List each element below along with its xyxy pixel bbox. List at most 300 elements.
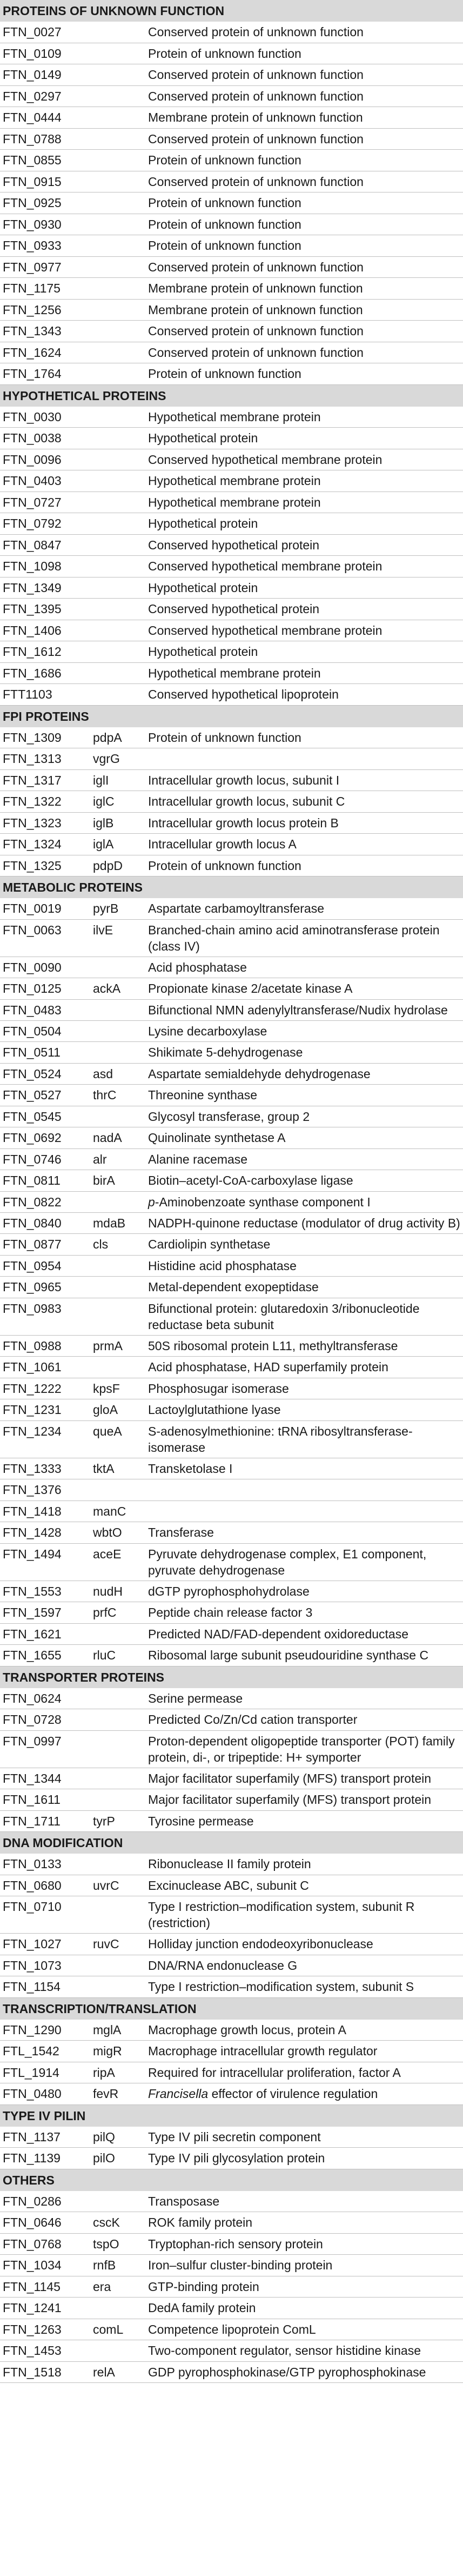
gene-name [93,171,148,192]
locus-tag: FTN_1137 [3,2129,61,2144]
protein-description: Aspartate semialdehyde dehydrogenase [148,1066,371,1081]
gene-name [93,449,148,470]
protein-description: Conserved protein of unknown function [148,89,364,103]
protein-description: Predicted Co/Zn/Cd cation transporter [148,1712,358,1727]
locus-tag: FTN_1323 [3,815,62,830]
protein-description: Competence lipoprotein ComL [148,2322,316,2336]
table-row [0,748,463,770]
gene-name: pyrB [93,901,119,915]
protein-description: Bifunctional protein: glutaredoxin 3/ribonucleotide reductase beta subunit [148,1301,420,1332]
protein-description: Holliday junction endodeoxyribonuclease [148,1937,373,1951]
gene-name [93,1277,148,1298]
locus-tag: FTN_1317 [3,773,62,787]
table-row [0,1854,463,1875]
gene-name: manC [93,1504,126,1518]
protein-description: Transferase [148,1525,214,1539]
gene-name [93,1357,148,1378]
gene-name [93,641,148,662]
locus-tag: FTN_1612 [3,645,62,659]
locus-tag: FTN_1494 [3,1546,62,1561]
protein-description: Hypothetical membrane protein [148,495,321,509]
gene-name [93,1733,148,1765]
locus-tag: FTN_0954 [3,1258,62,1273]
table-row [0,22,463,43]
gene-name [93,2298,148,2319]
gene-name [93,1898,148,1931]
locus-tag: FTN_0710 [3,1900,62,1914]
locus-tag: FTN_0545 [3,1109,62,1124]
table-row [0,1192,463,1213]
protein-description: Protein of unknown function [148,217,301,231]
table-row [0,684,463,706]
table-row [0,150,463,171]
locus-tag: FTN_1518 [3,2365,62,2379]
gene-name [93,2191,148,2212]
protein-description: Conserved protein of unknown function [148,68,364,82]
table-row [0,321,463,342]
gene-name [93,957,148,978]
gene-name: tspO [93,2236,119,2251]
locus-tag: FTN_1343 [3,324,62,338]
locus-tag: FTN_0483 [3,1002,62,1017]
table-row [0,1234,463,1256]
gene-name [93,620,148,641]
locus-tag: FTN_1453 [3,2343,62,2358]
table-row [0,1213,463,1234]
table-row [0,235,463,257]
protein-description: Major facilitator superfamily (MFS) transport protein [148,1792,432,1807]
locus-tag: FTN_0915 [3,174,62,189]
table-row [0,1501,463,1523]
gene-name [93,129,148,150]
protein-description: Bifunctional NMN adenylyltransferase/Nudix hydrolase [148,1002,448,1017]
locus-tag: FTL_1542 [3,2044,59,2058]
gene-name: relA [93,2365,115,2379]
section-header: TRANSCRIPTION/TRANSLATION [0,1998,463,2020]
gene-name [93,599,148,620]
locus-tag: FTN_1256 [3,302,62,317]
table-row [0,599,463,620]
locus-tag: FTN_1711 [3,1814,61,1828]
protein-description: Conserved protein of unknown function [148,345,364,360]
gene-name: migR [93,2044,122,2058]
protein-description [148,1479,463,1501]
table-row [0,86,463,108]
gene-name: nadA [93,1131,122,1145]
locus-tag: FTN_0788 [3,131,62,146]
locus-tag: FTN_1175 [3,281,61,295]
gene-name [93,342,148,363]
gene-name: ripA [93,2065,115,2080]
protein-description: Conserved protein of unknown function [148,25,364,39]
table-row [0,1149,463,1171]
locus-tag: FTN_1231 [3,1403,62,1417]
table-row [0,278,463,300]
table-row [0,535,463,556]
table-row [0,2062,463,2084]
protein-description: Type IV pili glycosylation protein [148,2151,325,2165]
protein-description: p-Aminobenzoate synthase component I [148,1194,371,1209]
protein-description: Hypothetical protein [148,580,258,595]
protein-description: Phosphosugar isomerase [148,1381,289,1396]
locus-tag: FTN_1624 [3,345,62,360]
table-row [0,813,463,834]
table-row [0,1934,463,1955]
gene-name [93,470,148,492]
protein-description: Peptide chain release factor 3 [148,1605,313,1619]
table-row [0,620,463,642]
locus-tag: FTN_0977 [3,260,62,274]
protein-description: Proton-dependent oligopeptide transporter (POT) family protein, di-, or tripeptide: H+ symporter [148,1734,455,1764]
protein-description: Conserved hypothetical protein [148,602,320,616]
protein-description: Ribonuclease II family protein [148,1857,311,1871]
gene-name [93,684,148,705]
table-row [0,470,463,492]
locus-tag: FTN_1333 [3,1461,62,1476]
gene-name: iglI [93,773,109,787]
table-row [0,2340,463,2362]
gene-name: pdpD [93,858,123,873]
locus-tag: FTN_1234 [3,1424,62,1438]
table-row [0,1378,463,1400]
locus-tag: FTN_0988 [3,1338,62,1353]
gene-name: wbtO [93,1525,122,1539]
locus-tag: FTN_0768 [3,2236,62,2251]
locus-tag: FTN_0063 [3,922,62,937]
locus-tag: FTN_1686 [3,666,62,680]
locus-tag: FTN_0925 [3,196,62,210]
gene-name [93,2340,148,2361]
protein-description: Hypothetical protein [148,516,258,530]
gene-name: aceE [93,1546,122,1561]
table-row [0,449,463,471]
section-header: METABOLIC PROTEINS [0,877,463,898]
locus-tag: FTN_1263 [3,2322,62,2336]
table-row [0,1399,463,1421]
locus-tag: FTN_0646 [3,2215,62,2229]
locus-tag: FTN_0286 [3,2194,62,2208]
table-row [0,2041,463,2062]
gene-name: nudH [93,1584,123,1598]
gene-name [93,663,148,684]
locus-tag: FTN_0109 [3,46,62,61]
table-row [0,556,463,577]
gene-name: cls [93,1237,109,1251]
gene-name [93,1106,148,1127]
protein-description: Protein of unknown function [148,367,301,381]
locus-tag: FTN_1027 [3,1937,62,1951]
gene-name [93,535,148,556]
table-row [0,1789,463,1811]
table-row [0,1581,463,1603]
gene-name [93,1624,148,1645]
protein-description: Intracellular growth locus, subunit I [148,773,340,787]
table-row [0,428,463,449]
protein-description: Membrane protein of unknown function [148,302,363,317]
gene-name [93,1300,148,1333]
protein-description: Hypothetical protein [148,645,258,659]
gene-name: birA [93,1173,115,1187]
gene-name: mdaB [93,1216,126,1230]
gene-name [93,1768,148,1789]
protein-description: Histidine acid phosphatase [148,1258,297,1273]
gene-name: prmA [93,1338,123,1353]
protein-description: S-adenosylmethionine: tRNA ribosyltransferase-isomerase [148,1424,413,1455]
protein-description: Acid phosphatase, HAD superfamily protein [148,1360,388,1374]
gene-name [93,192,148,214]
table-row [0,1357,463,1378]
locus-tag: FTN_1418 [3,1504,62,1518]
protein-description: Conserved protein of unknown function [148,131,364,146]
gene-name [93,1709,148,1730]
protein-description: Lysine decarboxylase [148,1024,267,1038]
table-row [0,1896,463,1934]
table-row [0,1768,463,1790]
locus-tag: FTN_0811 [3,1173,61,1187]
locus-tag: FTN_0746 [3,1152,62,1166]
locus-tag: FTN_0297 [3,89,62,103]
table-row [0,300,463,321]
table-row [0,1955,463,1977]
protein-description: Required for intracellular proliferation, factor A [148,2065,401,2080]
protein-description: DedA family protein [148,2301,256,2315]
gene-name: era [93,2279,111,2294]
table-row [0,129,463,150]
table-row [0,920,463,957]
table-row [0,1170,463,1192]
protein-description: Aspartate carbamoyltransferase [148,901,324,915]
protein-description: Two-component regulator, sensor histidine kinase [148,2343,421,2358]
gene-name [93,150,148,171]
locus-tag: FTN_1034 [3,2258,62,2272]
protein-description: Glycosyl transferase, group 2 [148,1109,310,1124]
locus-tag: FTN_0403 [3,474,62,488]
table-row [0,1976,463,1998]
locus-tag: FTT1103 [3,687,52,701]
table-row [0,257,463,278]
protein-description: Hypothetical membrane protein [148,666,321,680]
protein-description: Conserved hypothetical membrane protein [148,452,383,467]
table-row [0,1106,463,1128]
locus-tag: FTN_1324 [3,837,62,851]
locus-tag: FTN_1309 [3,730,62,745]
gene-name [93,107,148,128]
protein-description: Metal-dependent exopeptidase [148,1280,319,1294]
locus-tag: FTN_0030 [3,409,62,424]
protein-description: Protein of unknown function [148,46,301,61]
table-row [0,978,463,1000]
protein-description: Protein of unknown function [148,196,301,210]
protein-description: Protein of unknown function [148,858,301,873]
gene-name: comL [93,2322,124,2336]
locus-tag: FTN_0038 [3,431,62,445]
gene-name: tyrP [93,1814,115,1828]
protein-description: Hypothetical membrane protein [148,474,321,488]
gene-name [93,513,148,534]
protein-description: Cardiolipin synthetase [148,1237,271,1251]
table-row [0,641,463,663]
table-row [0,2191,463,2213]
locus-tag: FTN_1313 [3,752,62,766]
protein-description: Propionate kinase 2/acetate kinase A [148,981,353,995]
locus-tag: FTN_0019 [3,901,62,915]
locus-tag: FTN_1376 [3,1483,62,1497]
table-row [0,513,463,535]
locus-tag: FTN_1406 [3,623,62,638]
locus-tag: FTN_0680 [3,1878,62,1893]
protein-description: Membrane protein of unknown function [148,110,363,124]
protein-description: 50S ribosomal protein L11, methyltransferase [148,1338,398,1353]
table-row [0,1544,463,1581]
gene-name [93,556,148,577]
protein-description: Conserved hypothetical lipoprotein [148,687,339,701]
protein-description: Transketolase I [148,1461,233,1476]
locus-tag: FTN_0930 [3,217,62,231]
table-row [0,363,463,385]
gene-name [93,86,148,107]
protein-description: Transposase [148,2194,220,2208]
gene-name [93,257,148,278]
locus-tag: FTN_1098 [3,559,62,573]
table-row [0,957,463,979]
locus-tag: FTN_0692 [3,1131,62,1145]
table-row [0,2362,463,2384]
locus-tag: FTN_1290 [3,2022,62,2037]
table-row [0,1021,463,1043]
gene-name: queA [93,1424,122,1438]
protein-description: Serine permease [148,1691,243,1705]
gene-name [93,1002,148,1018]
gene-name: uvrC [93,1878,119,1893]
locus-tag: FTN_1655 [3,1648,62,1662]
protein-description: Excinuclease ABC, subunit C [148,1878,309,1893]
gene-name [93,1479,148,1501]
section-header: TYPE IV PILIN [0,2105,463,2127]
protein-description: Threonine synthase [148,1088,258,1102]
locus-tag: FTN_1349 [3,580,62,595]
protein-description: Protein of unknown function [148,238,301,253]
table-row [0,1645,463,1667]
table-row [0,407,463,428]
locus-tag: FTN_0524 [3,1066,62,1081]
table-row [0,898,463,920]
table-row [0,2127,463,2148]
table-row [0,2020,463,2041]
gene-name: mglA [93,2022,122,2037]
locus-tag: FTN_0444 [3,110,62,124]
protein-description: Iron–sulfur cluster-binding protein [148,2258,333,2272]
protein-description: Alanine racemase [148,1152,248,1166]
protein-description: Conserved protein of unknown function [148,260,364,274]
table-row [0,2276,463,2298]
protein-description: Hypothetical protein [148,431,258,445]
locus-tag: FTN_0822 [3,1194,62,1209]
protein-description [148,748,463,769]
gene-name [93,492,148,513]
locus-tag: FTN_0096 [3,452,62,467]
locus-tag: FTN_0480 [3,2087,62,2101]
section-header: OTHERS [0,2169,463,2191]
table-row [0,1688,463,1710]
section-header: TRANSPORTER PROTEINS [0,1667,463,1688]
table-row [0,1421,463,1458]
table-row [0,192,463,214]
table-row [0,727,463,749]
protein-description: Type I restriction–modification system, subunit S [148,1980,414,1994]
gene-name [93,363,148,384]
gene-name: ilvE [93,922,113,937]
locus-tag: FTN_0027 [3,25,62,39]
table-row [0,1875,463,1897]
gene-name [93,1021,148,1042]
protein-description: Shikimate 5-dehydrogenase [148,1045,303,1059]
locus-tag: FTN_0840 [3,1216,62,1230]
gene-name: vgrG [93,752,120,766]
protein-description: Conserved hypothetical protein [148,537,320,552]
locus-tag: FTN_0965 [3,1280,62,1294]
table-row [0,834,463,855]
section-header: FPI PROTEINS [0,706,463,727]
protein-description: Type IV pili secretin component [148,2129,321,2144]
gene-name [93,214,148,235]
protein-description: Protein of unknown function [148,153,301,167]
locus-tag: FTN_0727 [3,495,62,509]
protein-description: Macrophage growth locus, protein A [148,2022,346,2037]
table-row [0,1277,463,1298]
gene-name [93,1688,148,1709]
gene-name [93,1042,148,1063]
locus-tag: FTN_1611 [3,1792,61,1807]
gene-name [93,321,148,342]
gene-name: asd [93,1066,113,1081]
gene-name: pilO [93,2151,115,2165]
locus-tag: FTN_0125 [3,981,62,995]
locus-tag: FTN_1222 [3,1381,62,1396]
gene-name [93,64,148,85]
table-row [0,1127,463,1149]
table-row [0,171,463,193]
protein-description: GDP pyrophosphokinase/GTP pyrophosphokinase [148,2365,426,2379]
table-row [0,1522,463,1544]
locus-tag: FTN_1241 [3,2301,62,2315]
locus-tag: FTN_1764 [3,367,62,381]
table-row [0,1602,463,1624]
table-row [0,855,463,877]
gene-name: iglB [93,815,114,830]
locus-tag: FTN_0855 [3,153,62,167]
table-row [0,1709,463,1731]
gene-name: ruvC [93,1937,119,1951]
table-row [0,2319,463,2341]
protein-description: GTP-binding protein [148,2279,259,2294]
protein-description: Intracellular growth locus protein B [148,815,339,830]
table-row [0,1458,463,1480]
gene-name: iglC [93,794,115,808]
protein-description: dGTP pyrophosphohydrolase [148,1584,310,1598]
table-row [0,1479,463,1501]
protein-description: Conserved protein of unknown function [148,324,364,338]
protein-description: Lactoylglutathione lyase [148,1403,281,1417]
gene-name: tktA [93,1461,115,1476]
locus-tag: FTN_0933 [3,238,62,253]
protein-description: Francisella effector of virulence regulation [148,2087,378,2101]
locus-tag: FTN_0792 [3,516,62,530]
table-row [0,107,463,129]
protein-description: Branched-chain amino acid aminotransferase protein (class IV) [148,922,440,953]
protein-description: Conserved protein of unknown function [148,174,364,189]
gene-name: fevR [93,2087,119,2101]
gene-name: kpsF [93,1381,120,1396]
